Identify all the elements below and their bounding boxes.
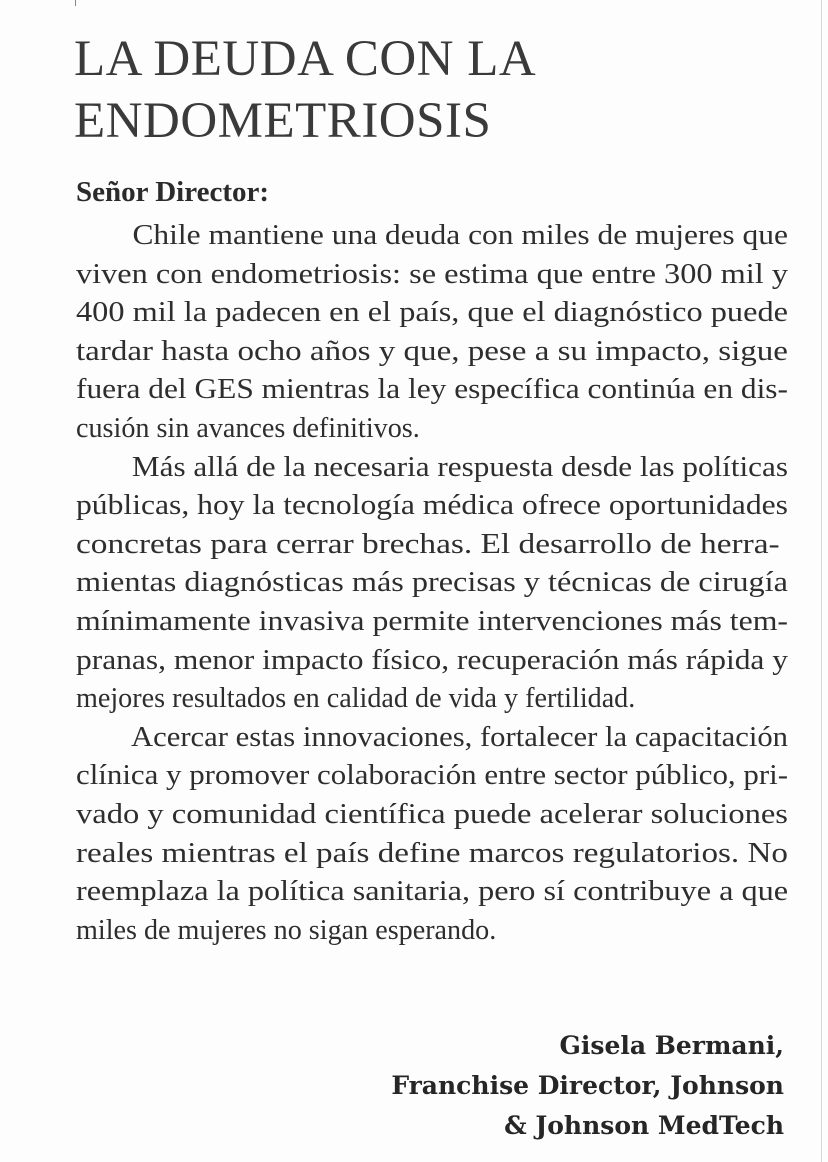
body-line: públicas, hoy la tecnología médica ofrece oportunidades xyxy=(76,489,788,522)
body-line: reemplaza la política sanitaria, pero sí contribuye a que xyxy=(76,875,789,908)
body-line: mínimamente invasiva permite intervenciones más tem- xyxy=(76,604,789,637)
body-line: Más allá de la necesaria respuesta desde las políticas xyxy=(131,450,788,483)
body-line: reales mientras el país define marcos regulatorios. No xyxy=(76,836,788,869)
body-line: miles de mujeres no sigan esperando. xyxy=(76,913,497,946)
headline-line-2: ENDOMETRIOSIS xyxy=(74,93,492,149)
signature-company: & Johnson MedTech xyxy=(504,1111,784,1140)
body-line: tardar hasta ocho años y que, pese a su impacto, sigue xyxy=(76,334,788,367)
body-line: fuera del GES mientras la ley específica continúa en dis- xyxy=(76,373,788,406)
letter-body xyxy=(76,216,788,949)
body-line: mientas diagnósticas más precisas y técnicas de cirugía xyxy=(76,566,788,599)
body-line: Chile mantiene una deuda con miles de mujeres que xyxy=(132,219,789,251)
body-line: concretas para cerrar brechas. El desarrollo de herra- xyxy=(76,527,780,560)
body-line: cusión sin avances definitivos. xyxy=(76,411,420,444)
salutation: Señor Director: xyxy=(76,176,270,208)
body-line: 400 mil la padecen en el país, que el diagnóstico puede xyxy=(76,296,788,329)
body-line: viven con endometriosis: se estima que entre 300 mil y xyxy=(76,257,788,290)
headline-line-1: LA DEUDA CON LA xyxy=(74,31,537,87)
body-line: Acercar estas innovaciones, fortalecer la capacitación xyxy=(130,720,789,753)
signature-name: Gisela Bermani, xyxy=(559,1031,784,1060)
body-line: mejores resultados en calidad de vida y fertilidad. xyxy=(76,682,636,715)
signature-block xyxy=(391,1026,784,1146)
signature-title: Franchise Director, Johnson xyxy=(391,1071,784,1100)
column-rule-top xyxy=(75,0,76,6)
body-line: pranas, menor impacto físico, recuperación más rápida y xyxy=(76,643,788,676)
body-line: vado y comunidad científica puede acelerar soluciones xyxy=(76,797,788,830)
body-line: clínica y promover colaboración entre sector público, pri- xyxy=(76,759,789,792)
letter-headline xyxy=(74,28,794,152)
